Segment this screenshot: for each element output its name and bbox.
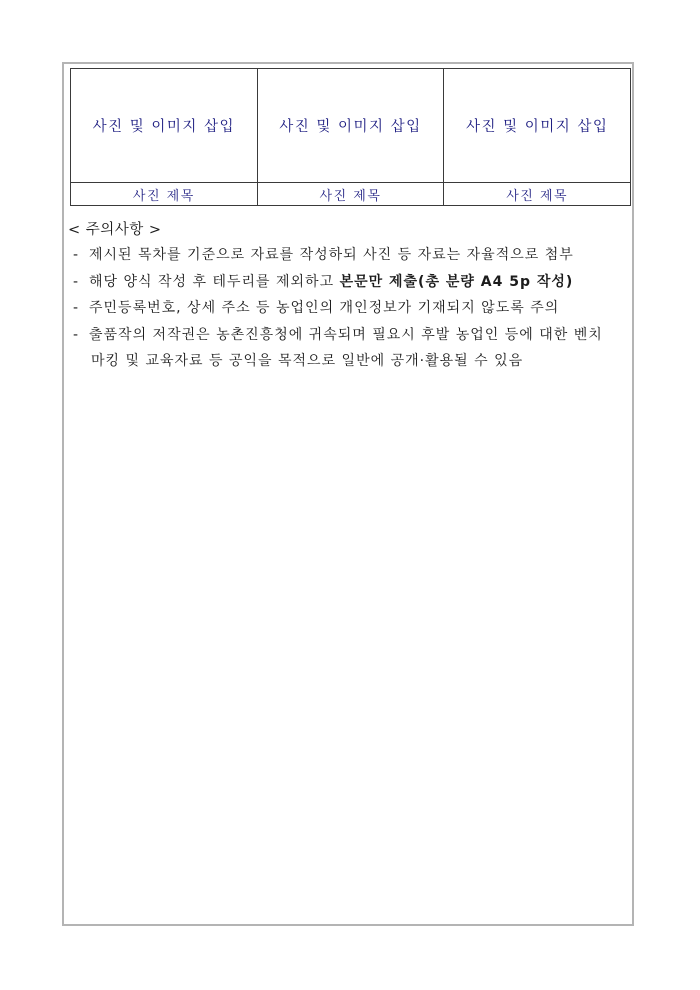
note-text: 제시된 목차를 기준으로 자료를 작성하되 사진 등 자료는 자율적으로 첨부 xyxy=(89,247,574,263)
bullet-dash: - xyxy=(73,247,80,263)
bullet-dash: - xyxy=(73,326,80,343)
notes-heading: < 주의사항 > xyxy=(68,222,162,238)
photo-image-row xyxy=(71,69,631,183)
note-bold-text: 본문만 제출(총 분량 A4 5p 작성) xyxy=(339,273,574,290)
note-item-4-continuation: 마킹 및 교육자료 등 공익을 목적으로 일반에 공개·활용될 수 있음 xyxy=(91,353,524,369)
bullet-dash: - xyxy=(73,273,80,290)
photo-placeholder-2[interactable]: 사진 및 이미지 삽입 xyxy=(257,69,444,183)
note-item-2 xyxy=(68,269,638,296)
note-item-4 xyxy=(68,322,638,349)
bullet-dash: - xyxy=(73,300,80,316)
photo-title-3[interactable]: 사진 제목 xyxy=(444,183,631,206)
notes-section xyxy=(68,218,638,375)
note-text: 출품작의 저작권은 농촌진흥청에 귀속되며 필요시 후발 농업인 등에 대한 벤치 xyxy=(89,326,603,343)
photo-title-1[interactable]: 사진 제목 xyxy=(71,183,258,206)
note-text: 해당 양식 작성 후 테두리를 제외하고 xyxy=(89,273,340,290)
photo-title-2[interactable]: 사진 제목 xyxy=(257,183,444,206)
note-item-3 xyxy=(68,295,638,322)
photo-placeholder-3[interactable]: 사진 및 이미지 삽입 xyxy=(444,69,631,183)
photo-placeholder-1[interactable]: 사진 및 이미지 삽입 xyxy=(71,69,258,183)
photo-table xyxy=(70,68,631,206)
note-text: 주민등록번호, 상세 주소 등 농업인의 개인정보가 기재되지 않도록 주의 xyxy=(89,300,560,316)
photo-title-row xyxy=(71,183,631,206)
note-item-1 xyxy=(68,242,638,269)
